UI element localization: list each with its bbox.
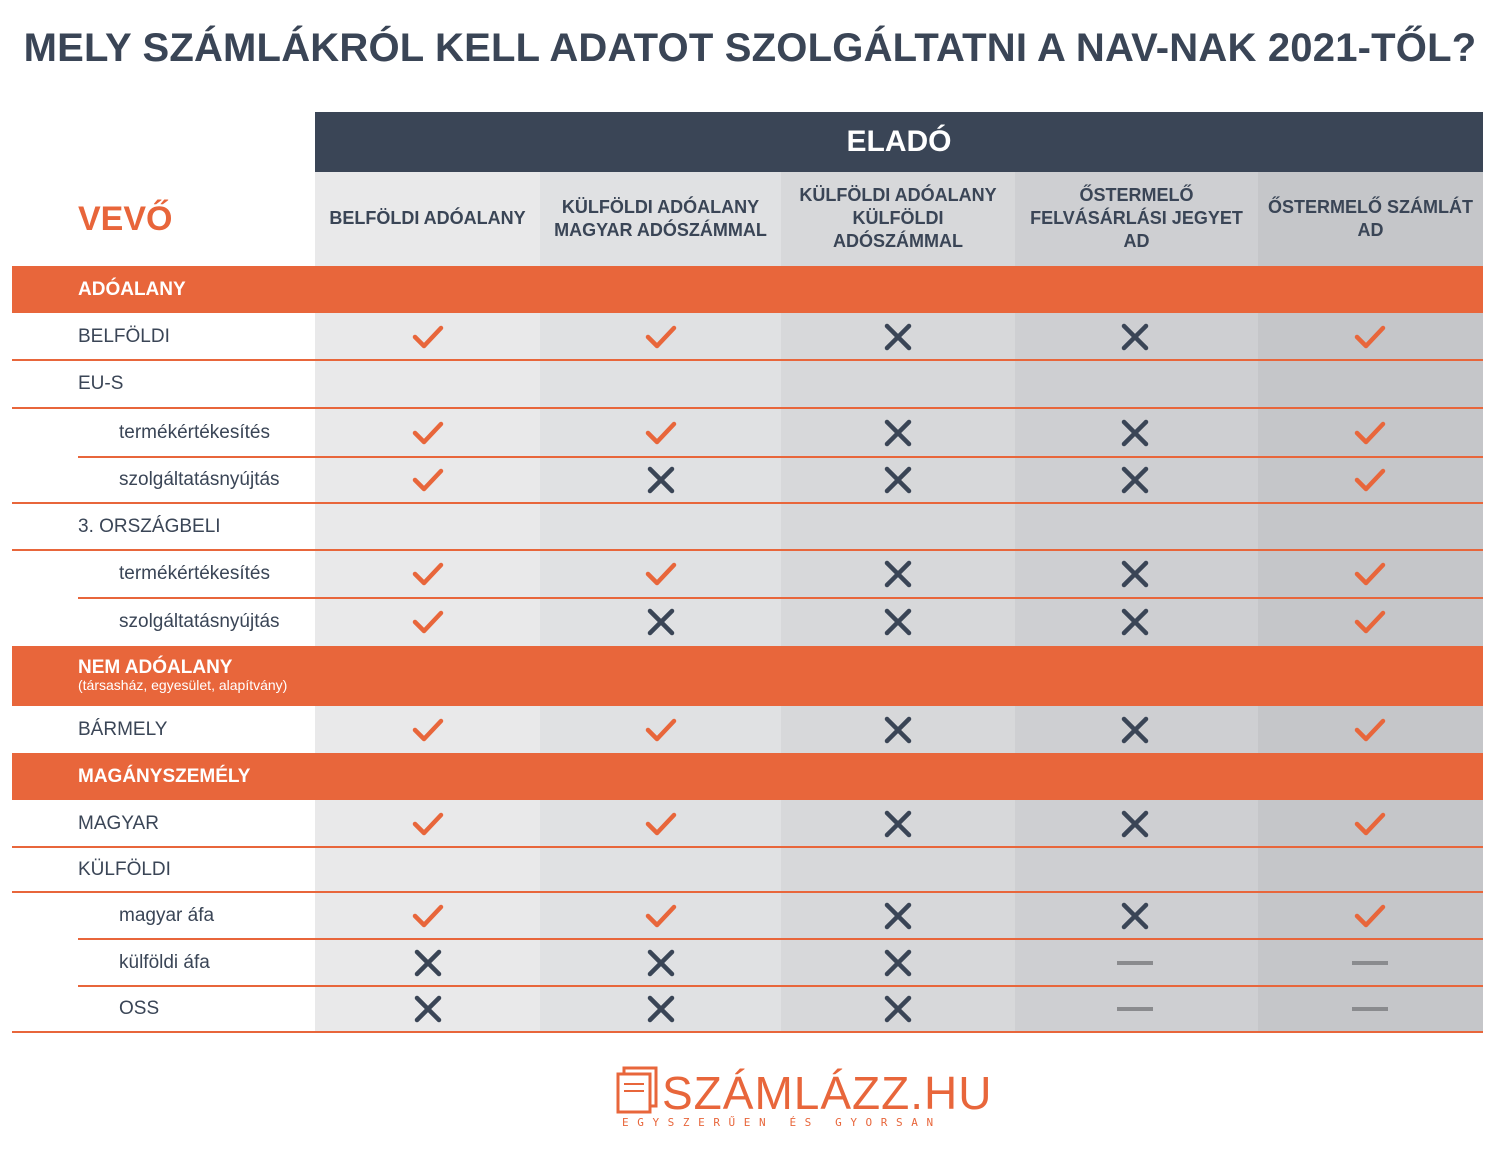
row-label: szolgáltatásnyújtás <box>119 469 280 490</box>
check-icon <box>641 554 681 594</box>
logo-tagline: EGYSZERŰEN ÉS GYORSAN <box>622 1116 942 1129</box>
row-label: BELFÖLDI <box>78 325 170 347</box>
seller-header: ELADÓ <box>315 112 1483 172</box>
section-label: NEM ADÓALANY <box>78 657 233 678</box>
column-header-2: KÜLFÖLDI ADÓALANY MAGYAR ADÓSZÁMMAL <box>554 196 767 240</box>
check-icon <box>1350 710 1390 750</box>
check-icon <box>641 804 681 844</box>
check-icon <box>408 460 448 500</box>
logo <box>612 1062 993 1132</box>
row-label: termékértékesítés <box>119 563 270 584</box>
cross-icon <box>878 413 918 453</box>
row-label: KÜLFÖLDI <box>78 858 171 880</box>
cross-icon <box>1115 710 1155 750</box>
cross-icon <box>878 710 918 750</box>
row-label: külföldi áfa <box>119 951 210 973</box>
row-divider <box>78 456 1483 458</box>
section-sublabel: (társasház, egyesület, alapítvány) <box>78 677 288 693</box>
cross-icon <box>1115 413 1155 453</box>
cross-icon <box>1115 896 1155 936</box>
row-divider <box>12 407 1483 409</box>
row-divider <box>12 549 1483 551</box>
cross-icon <box>878 554 918 594</box>
check-icon <box>408 554 448 594</box>
section-maganyszemely <box>12 753 1483 800</box>
row-divider <box>12 846 1483 848</box>
row-divider <box>12 502 1483 504</box>
check-icon <box>1350 896 1390 936</box>
cross-icon <box>878 896 918 936</box>
check-icon <box>641 710 681 750</box>
dash-icon <box>1350 943 1390 983</box>
cross-icon <box>878 460 918 500</box>
check-icon <box>641 896 681 936</box>
cross-icon <box>878 602 918 642</box>
row-divider <box>78 985 1483 987</box>
check-icon <box>1350 317 1390 357</box>
row-label: magyar áfa <box>119 904 215 926</box>
cross-icon <box>641 460 681 500</box>
check-icon <box>408 804 448 844</box>
cross-icon <box>1115 602 1155 642</box>
row-divider <box>12 359 1483 361</box>
cross-icon <box>1115 460 1155 500</box>
check-icon <box>408 896 448 936</box>
row-label: OSS <box>119 998 160 1019</box>
cross-icon <box>641 602 681 642</box>
dash-icon <box>1115 989 1155 1029</box>
check-icon <box>1350 804 1390 844</box>
row-divider <box>12 891 1483 893</box>
row-label: MAGYAR <box>78 812 159 834</box>
row-label: termékértékesítés <box>119 421 270 443</box>
invoice-logo-icon <box>612 1066 660 1116</box>
dash-icon <box>1350 989 1390 1029</box>
column-header-3: KÜLFÖLDI ADÓALANY KÜLFÖLDI ADÓSZÁMMAL <box>799 185 997 251</box>
cross-icon <box>1115 554 1155 594</box>
cross-icon <box>1115 804 1155 844</box>
cross-icon <box>408 943 448 983</box>
row-divider <box>12 1031 1483 1033</box>
cross-icon <box>878 989 918 1029</box>
check-icon <box>1350 413 1390 453</box>
check-icon <box>408 710 448 750</box>
section-adoalany <box>12 266 1483 313</box>
row-label: 3. ORSZÁGBELI <box>78 515 221 537</box>
page-title: MELY SZÁMLÁKRÓL KELL ADATOT SZOLGÁLTATNI A NAV-NAK 2021-TŐL? <box>23 26 1477 70</box>
check-icon <box>1350 554 1390 594</box>
cross-icon <box>878 943 918 983</box>
check-icon <box>641 317 681 357</box>
section-label: ADÓALANY <box>78 279 186 300</box>
cross-icon <box>878 804 918 844</box>
check-icon <box>1350 460 1390 500</box>
row-label: BÁRMELY <box>78 718 168 740</box>
check-icon <box>641 413 681 453</box>
section-label: MAGÁNYSZEMÉLY <box>78 766 251 787</box>
logo-name: SZÁMLÁZZ.HU <box>662 1067 993 1119</box>
row-label: szolgáltatásnyújtás <box>119 611 280 632</box>
column-header-5: ŐSTERMELŐ SZÁMLÁT AD <box>1268 196 1473 240</box>
buyer-header: VEVŐ <box>78 200 173 238</box>
column-header-1: BELFÖLDI ADÓALANY <box>329 208 526 228</box>
check-icon <box>408 602 448 642</box>
row-label: EU-S <box>78 373 124 394</box>
dash-icon <box>1115 943 1155 983</box>
check-icon <box>1350 602 1390 642</box>
cross-icon <box>641 989 681 1029</box>
check-icon <box>408 413 448 453</box>
cross-icon <box>1115 317 1155 357</box>
cross-icon <box>408 989 448 1029</box>
cross-icon <box>641 943 681 983</box>
column-header-4: ŐSTERMELŐ FELVÁSÁRLÁSI JEGYET AD <box>1030 185 1243 251</box>
row-divider <box>78 597 1483 599</box>
section-nem-adoalany <box>12 646 1483 706</box>
row-divider <box>78 938 1483 940</box>
cross-icon <box>878 317 918 357</box>
check-icon <box>408 317 448 357</box>
